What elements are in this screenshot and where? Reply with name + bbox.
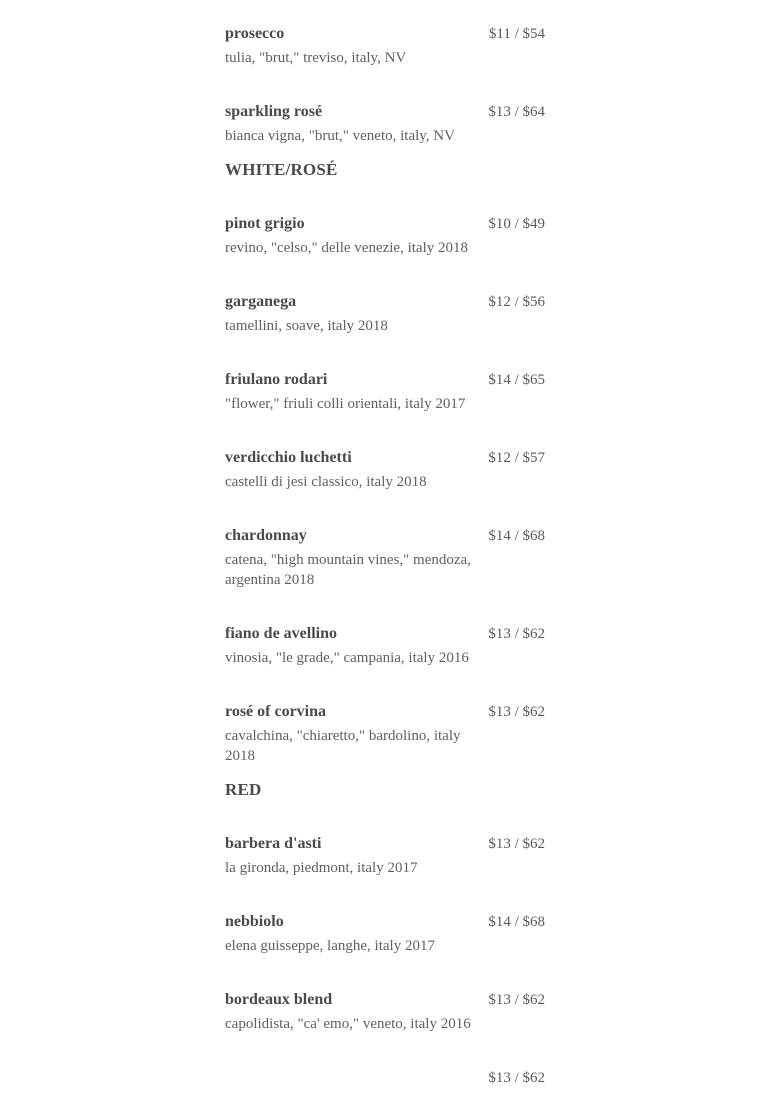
item-description: vinosia, "le grade," campania, italy 2016 [225, 650, 469, 666]
menu-item [225, 290, 545, 336]
item-description: tulia, "brut," treviso, italy, NV [225, 50, 407, 66]
item-description: cavalchina, "chiaretto," bardolino, italy 2018 [225, 728, 461, 764]
item-price: $11 / $54 [488, 26, 545, 42]
menu-item [225, 368, 545, 414]
item-description: capolidista, "ca' emo," veneto, italy 2016 [225, 1016, 471, 1032]
menu-item [225, 22, 545, 68]
item-name: friulano rodari [225, 371, 328, 388]
item-name: rosé of corvina [225, 703, 327, 720]
item-price: $13 / $62 [488, 704, 545, 720]
menu-item [225, 700, 545, 766]
item-description: castelli di jesi classico, italy 2018 [225, 474, 427, 490]
item-price: $14 / $68 [488, 914, 545, 930]
item-description: elena guisseppe, langhe, italy 2017 [225, 938, 435, 954]
item-name: barbera d'asti [225, 835, 322, 852]
item-description: "flower," friuli colli orientali, italy 2017 [225, 396, 466, 412]
item-price: $12 / $56 [488, 294, 545, 310]
item-price: $13 / $62 [488, 1070, 545, 1086]
menu-item [225, 910, 545, 956]
item-name: prosecco [225, 25, 285, 42]
section-heading: RED [225, 780, 262, 799]
section-sparkling [225, 22, 545, 146]
menu-item [225, 446, 545, 492]
item-name: garganega [225, 293, 297, 310]
item-description: bianca vigna, "brut," veneto, italy, NV [225, 128, 455, 144]
item-name: nebbiolo [225, 913, 284, 930]
section-red [225, 778, 545, 1086]
item-name: bordeaux blend [225, 991, 333, 1008]
item-price: $13 / $62 [488, 992, 545, 1008]
section-heading: WHITE/ROSÉ [225, 160, 338, 179]
item-name: sparkling rosé [225, 103, 323, 120]
menu-item [225, 524, 545, 590]
item-price: $13 / $62 [488, 836, 545, 852]
item-description: tamellini, soave, italy 2018 [225, 318, 388, 334]
menu-item [225, 832, 545, 878]
item-price: $13 / $62 [488, 626, 545, 642]
item-price: $12 / $57 [488, 450, 545, 466]
wine-menu [225, 22, 545, 1086]
menu-item [225, 988, 545, 1034]
item-name: verdicchio luchetti [225, 449, 352, 466]
menu-item [225, 212, 545, 258]
item-price: $14 / $68 [488, 528, 545, 544]
item-price: $14 / $65 [488, 372, 545, 388]
item-price: $10 / $49 [488, 216, 545, 232]
item-description: la gironda, piedmont, italy 2017 [225, 860, 418, 876]
item-price: $13 / $64 [488, 104, 545, 120]
item-name: fiano de avellino [225, 625, 338, 642]
item-name: chardonnay [225, 527, 307, 544]
menu-item [225, 622, 545, 668]
item-description: revino, "celso," delle venezie, italy 2018 [225, 240, 468, 256]
item-description: catena, "high mountain vines," mendoza, argentina 2018 [225, 552, 471, 588]
menu-item [225, 100, 545, 146]
item-name: pinot grigio [225, 215, 305, 232]
section-white-rose [225, 158, 545, 766]
